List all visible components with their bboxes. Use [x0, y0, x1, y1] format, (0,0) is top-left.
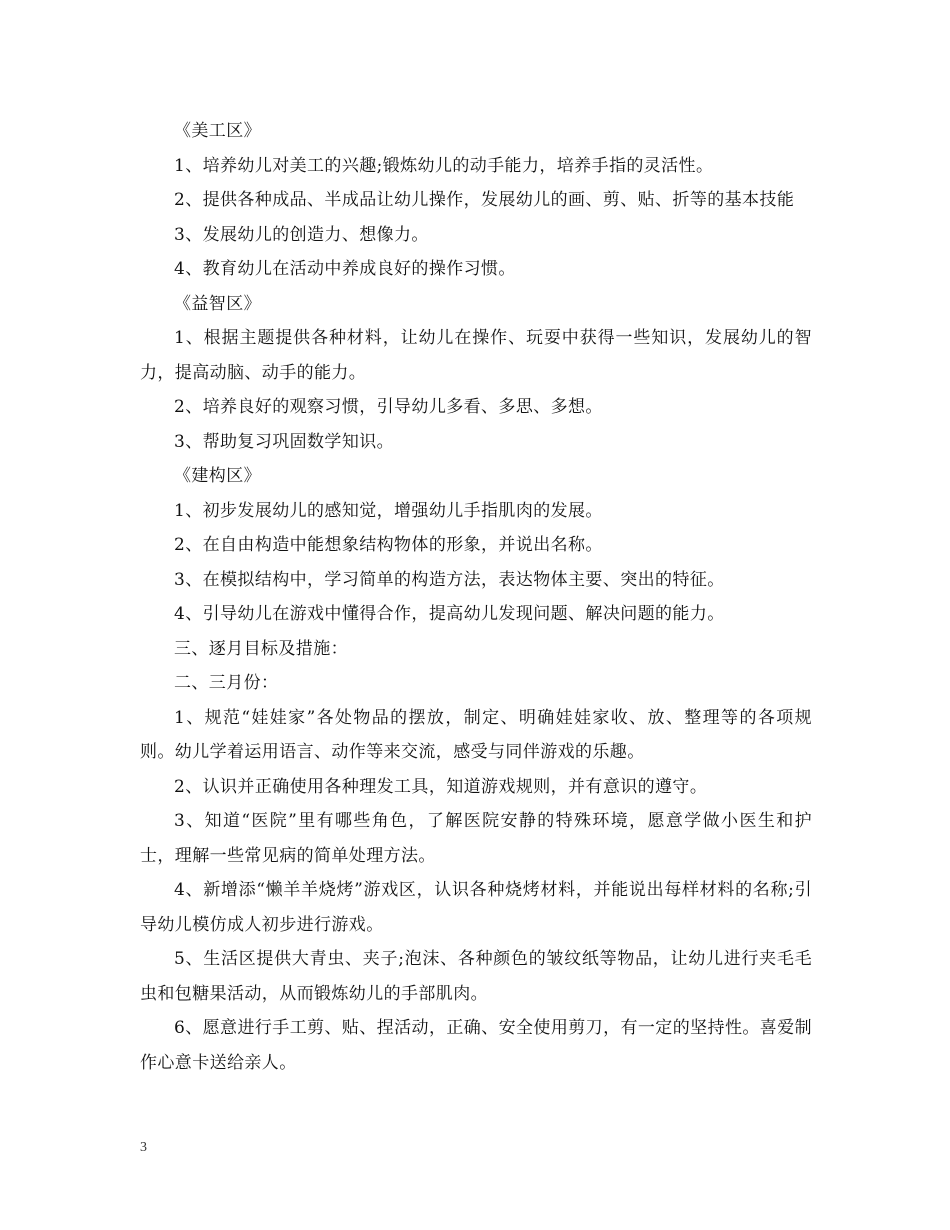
art-item-4: 4、教育幼儿在活动中养成良好的操作习惯。 — [174, 259, 516, 279]
section-heading-art: 《美工区》 — [174, 121, 261, 141]
art-item-3: 3、发展幼儿的创造力、想像力。 — [174, 224, 429, 245]
document-body — [140, 114, 812, 1080]
construction-item-4: 4、引导幼儿在游戏中懂得合作，提高幼儿发现问题、解决问题的能力。 — [174, 604, 725, 624]
construction-item-2: 2、在自由构造中能想象结构物体的形象，并说出名称。 — [174, 535, 603, 555]
monthly-item-6: 6、愿意进行手工剪、贴、捏活动，正确、安全使用剪刀，有一定的坚持性。喜爱制作心意卡送给亲人。 — [140, 1018, 812, 1073]
art-item-2: 2、提供各种成品、半成品让幼儿操作，发展幼儿的画、剪、贴、折等的基本技能 — [174, 190, 795, 210]
monthly-item-1: 1、规范“娃娃家”各处物品的摆放，制定、明确娃娃家收、放、整理等的各项规则。幼儿学着运用语言、动作等来交流，感受与同伴游戏的乐趣。 — [140, 707, 812, 762]
puzzle-item-2: 2、培养良好的观察习惯，引导幼儿多看、多思、多想。 — [174, 397, 603, 417]
construction-item-1: 1、初步发展幼儿的感知觉，增强幼儿手指肌肉的发展。 — [174, 500, 603, 521]
section-heading-construction: 《建构区》 — [174, 466, 261, 486]
monthly-item-3: 3、知道“医院”里有哪些角色，了解医院安静的特殊环境，愿意学做小医生和护士，理解一些常见病的简单处理方法。 — [140, 811, 812, 866]
art-item-1: 1、培养幼儿对美工的兴趣;锻炼幼儿的动手能力，培养手指的灵活性。 — [174, 155, 714, 176]
page-number: 3 — [140, 1140, 147, 1155]
puzzle-item-1: 1、根据主题提供各种材料，让幼儿在操作、玩耍中获得一些知识，发展幼儿的智力，提高动脑、动手的能力。 — [140, 328, 812, 383]
subheading-feb-march: 二、三月份： — [174, 673, 279, 693]
monthly-item-5: 5、生活区提供大青虫、夹子;泡沫、各种颜色的皱纹纸等物品，让幼儿进行夹毛毛虫和包糖果活动，从而锻炼幼儿的手部肌肉。 — [140, 949, 812, 1004]
monthly-item-2: 2、认识并正确使用各种理发工具，知道游戏规则，并有意识的遵守。 — [174, 776, 708, 797]
section-heading-puzzle: 《益智区》 — [174, 293, 261, 314]
puzzle-item-3: 3、帮助复习巩固数学知识。 — [174, 431, 395, 452]
construction-item-3: 3、在模拟结构中，学习简单的构造方法，表达物体主要、突出的特征。 — [174, 569, 725, 590]
section-heading-monthly-goals: 三、逐月目标及措施： — [174, 638, 348, 659]
monthly-item-4: 4、新增添“懒羊羊烧烤”游戏区，认识各种烧烤材料，并能说出每样材料的名称;引导幼儿模仿成人初步进行游戏。 — [140, 880, 812, 935]
